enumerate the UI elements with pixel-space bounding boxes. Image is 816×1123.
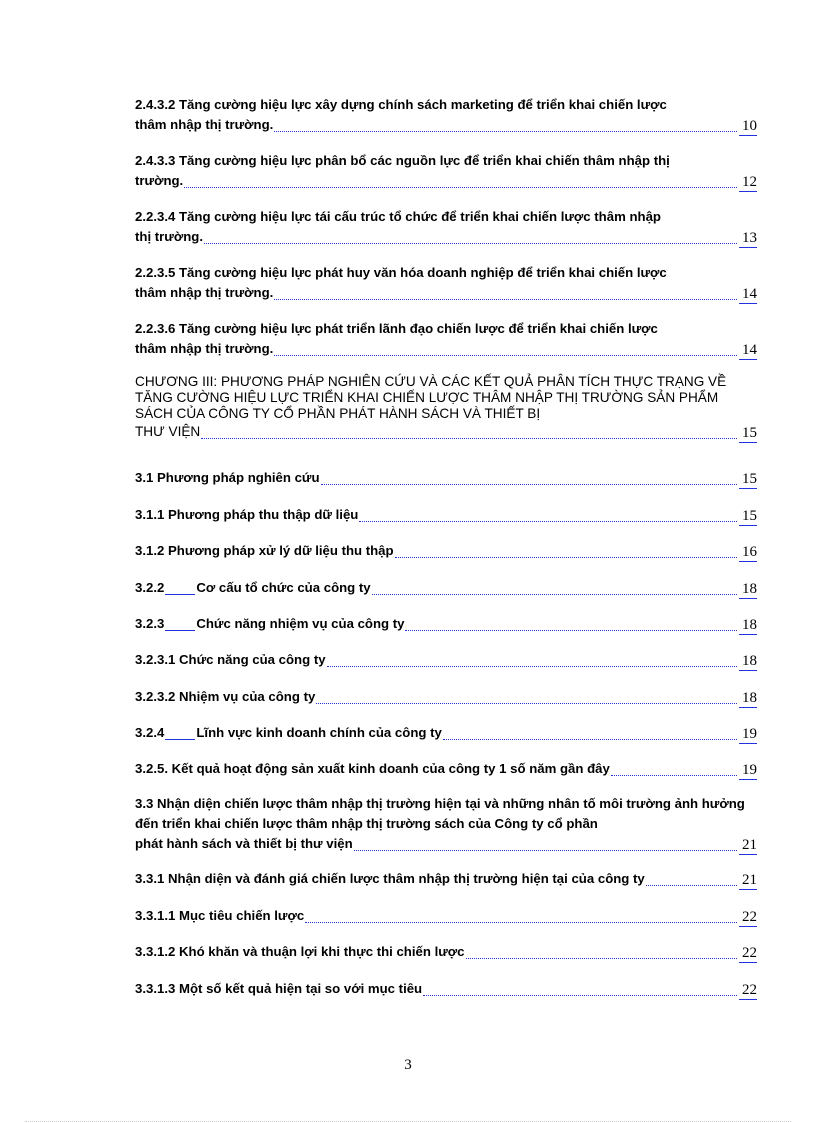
toc-entry-lead: 2.2.3.5 Tăng cường hiệu lực phát huy văn hóa doanh nghiệp để triển khai chiến lược (135, 265, 667, 280)
toc-entry[interactable] (135, 759, 757, 780)
toc-entry-number: 3.2.4 (135, 725, 165, 740)
toc-entry[interactable] (135, 95, 757, 136)
toc-entry-text: 3.1 Phương pháp nghiên cứu (135, 470, 320, 485)
toc-entry-text: thị trường. (135, 229, 203, 244)
toc-entry-text: thâm nhập thị trường. (135, 341, 274, 356)
dot-leader (359, 521, 737, 522)
toc-entry-text: 3.2.3.2 Nhiệm vụ của công ty (135, 689, 316, 704)
toc-page-number: 19 (739, 761, 757, 780)
toc-entry-number: 3.2.2 (135, 580, 165, 595)
dot-leader (423, 995, 737, 996)
toc-entry-lead: 2.4.3.2 Tăng cường hiệu lực xây dựng chính sách marketing để triển khai chiến lược (135, 97, 667, 112)
toc-entry[interactable] (135, 614, 757, 635)
dot-leader (274, 355, 737, 356)
toc-page-number: 22 (739, 908, 757, 927)
dot-leader (327, 666, 737, 667)
toc-page-number: 18 (739, 689, 757, 708)
page-number: 3 (404, 1057, 412, 1073)
toc-page-number: 15 (739, 424, 757, 443)
toc-page-number: 14 (739, 341, 757, 360)
toc-page-number: 21 (739, 871, 757, 890)
dot-leader (204, 243, 737, 244)
dot-leader (372, 594, 737, 595)
toc-entry[interactable] (135, 942, 757, 963)
toc-entry-text: 3.1.1 Phương pháp thu thập dữ liệu (135, 507, 359, 522)
toc-entry[interactable] (135, 650, 757, 671)
dot-leader (395, 557, 737, 558)
dot-leader (405, 630, 737, 631)
tab-underline (165, 739, 195, 740)
toc-entry-text: 3.2.5. Kết quả hoạt động sản xuất kinh doanh của công ty 1 số năm gần đây (135, 761, 610, 776)
toc-page-number: 10 (739, 117, 757, 136)
toc-entry-lead: 3.3 Nhận diện chiến lược thâm nhập thị trường hiện tại và những nhân tố môi trường ảnh hưởng đến triển khai chiến lược thâm nhập thị trường sách của Công ty cổ phần (135, 796, 745, 831)
toc-entry-number: 3.2.3 (135, 616, 165, 631)
toc-entry[interactable] (135, 207, 757, 248)
dot-leader (184, 187, 737, 188)
toc-entry[interactable] (135, 263, 757, 304)
toc-page-number: 21 (739, 836, 757, 855)
dot-leader (305, 922, 737, 923)
toc-entry[interactable] (135, 541, 757, 562)
toc-entry-text: phát hành sách và thiết bị thư viện (135, 836, 353, 851)
toc-entry-text: Cơ cấu tổ chức của công ty (196, 580, 371, 595)
dot-leader (466, 958, 737, 959)
page-bottom-border (25, 1121, 791, 1122)
toc-entry-text: trường. (135, 173, 184, 188)
toc-entry[interactable] (135, 151, 757, 192)
toc-entry[interactable] (135, 869, 757, 890)
dot-leader (321, 484, 737, 485)
toc-page-number: 19 (739, 725, 757, 744)
toc-page-number: 14 (739, 285, 757, 304)
dot-leader (646, 885, 737, 886)
toc-entry[interactable] (135, 687, 757, 708)
toc-entry-lead: 2.4.3.3 Tăng cường hiệu lực phân bổ các nguồn lực để triển khai chiến thâm nhập thị (135, 153, 670, 168)
toc-entry-text: Chức năng nhiệm vụ của công ty (196, 616, 405, 631)
dot-leader (316, 703, 737, 704)
toc-page-number: 22 (739, 981, 757, 1000)
toc-entry[interactable] (135, 578, 757, 599)
toc-page-number: 15 (739, 507, 757, 526)
toc-entry-lead: 2.2.3.6 Tăng cường hiệu lực phát triển lãnh đạo chiến lược để triển khai chiến lược (135, 321, 658, 336)
toc-entry-lead: 2.2.3.4 Tăng cường hiệu lực tái cấu trúc tổ chức để triển khai chiến lược thâm nhập (135, 209, 661, 224)
toc-entry[interactable] (135, 906, 757, 927)
toc-entry-text: thâm nhập thị trường. (135, 285, 274, 300)
toc-entry-text: 3.3.1.3 Một số kết quả hiện tại so với mục tiêu (135, 981, 423, 996)
toc-entry-text: 3.3.1.1 Mục tiêu chiến lược (135, 908, 305, 923)
toc-entry-text: 3.2.3.1 Chức năng của công ty (135, 652, 326, 667)
dot-leader (354, 850, 737, 851)
toc-page-number: 12 (739, 173, 757, 192)
toc-page-number: 18 (739, 616, 757, 635)
toc-page-number: 15 (739, 470, 757, 489)
dot-leader (274, 131, 737, 132)
toc-page-number: 22 (739, 944, 757, 963)
toc-entry-text: 3.3.1.2 Khó khăn và thuận lợi khi thực thi chiến lược (135, 944, 465, 959)
toc-page-number: 18 (739, 652, 757, 671)
toc-entry-text: 3.1.2 Phương pháp xử lý dữ liệu thu thập (135, 543, 394, 558)
toc-page-number: 18 (739, 580, 757, 599)
dot-leader (201, 438, 737, 439)
toc-entry-text: 3.3.1 Nhận diện và đánh giá chiến lược thâm nhập thị trường hiện tại của công ty (135, 871, 645, 886)
dot-leader (611, 775, 737, 776)
toc-entry[interactable] (135, 468, 757, 489)
toc-page-number: 16 (739, 543, 757, 562)
toc-entry[interactable] (135, 794, 757, 855)
toc-entry[interactable] (135, 505, 757, 526)
toc-page-number: 13 (739, 229, 757, 248)
toc-entry[interactable] (135, 319, 757, 360)
toc-chapter-entry[interactable] (135, 374, 757, 443)
toc-entry-text: THƯ VIỆN (135, 424, 201, 439)
dot-leader (443, 739, 737, 740)
toc-entry[interactable] (135, 979, 757, 1000)
toc-entry-lead: CHƯƠNG III: PHƯƠNG PHÁP NGHIÊN CỨU VÀ CÁC KẾT QUẢ PHÂN TÍCH THỰC TRẠNG VỀ TĂNG CƯỜNG HIỆU LỰC TRIỂN KHAI CHIẾN LƯỢC THÂM NHẬP THỊ TRƯỜNG SẢN PHẨM SÁCH CỦA CÔNG TY CỔ PHẦN PHÁT HÀNH SÁCH VÀ THIẾT BỊ (135, 374, 727, 421)
toc-entry-text: Lĩnh vực kinh doanh chính của công ty (196, 725, 442, 740)
tab-underline (165, 630, 195, 631)
dot-leader (274, 299, 737, 300)
toc-entry-text: thâm nhập thị trường. (135, 117, 274, 132)
tab-underline (165, 594, 195, 595)
toc-entry[interactable] (135, 723, 757, 744)
